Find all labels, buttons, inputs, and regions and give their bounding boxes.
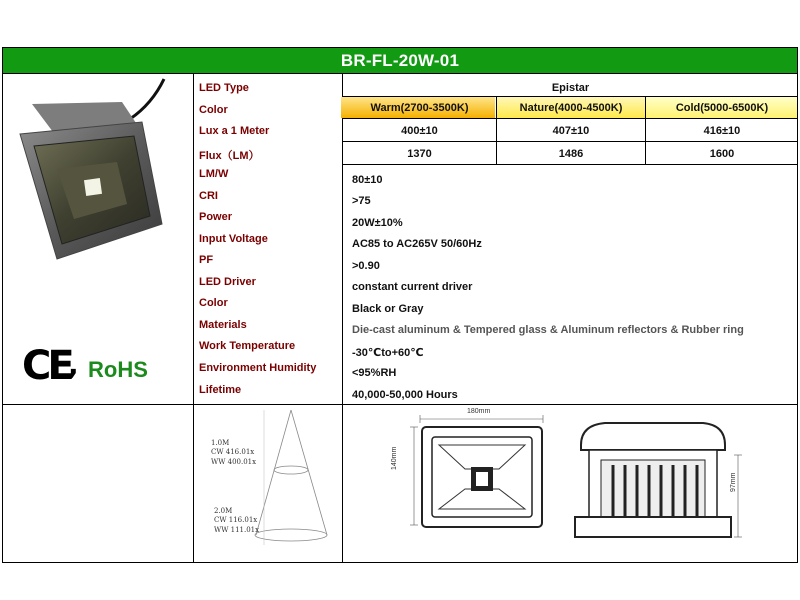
label-power: Power xyxy=(199,211,233,223)
label-flux: Flux（LM） xyxy=(199,150,260,162)
beam-distance-2: 2.0M xyxy=(214,507,233,515)
label-lux: Lux a 1 Meter xyxy=(199,125,270,137)
spec-sheet xyxy=(2,47,798,563)
dimension-drawing xyxy=(343,405,797,562)
label-cri: CRI xyxy=(199,190,218,202)
value-lifetime: 40,000-50,000 Hours xyxy=(352,389,458,401)
beam-cw-2: CW 116.01x xyxy=(214,516,258,524)
label-input-voltage: Input Voltage xyxy=(199,233,268,245)
value-input-voltage: AC85 to AC265V 50/60Hz xyxy=(352,238,482,250)
beam-ww-2: WW 111.01x xyxy=(214,526,260,534)
beam-ww-1: WW 400.01x xyxy=(211,458,257,466)
grid-line xyxy=(342,141,798,142)
label-materials: Materials xyxy=(199,319,247,331)
lux-cold: 416±10 xyxy=(703,125,741,137)
label-work-temp: Work Temperature xyxy=(199,340,296,352)
label-led-driver: LED Driver xyxy=(199,276,256,288)
beam-cw-1: CW 416.01x xyxy=(211,448,255,456)
label-lmw: LM/W xyxy=(199,168,229,180)
value-materials: Die-cast aluminum & Tempered glass & Aluminum reflectors & Rubber ring xyxy=(352,324,744,336)
dim-width: 180mm xyxy=(467,408,491,415)
lux-nature: 407±10 xyxy=(552,125,590,137)
beam-diagram xyxy=(194,405,342,562)
product-photo-cell xyxy=(2,74,193,404)
label-humidity: Environment Humidity xyxy=(199,362,317,374)
ce-separator: , xyxy=(68,348,79,381)
value-cri: >75 xyxy=(352,195,371,207)
color-temp-warm: Warm(2700-3500K) xyxy=(370,102,469,114)
color-temp-cold: Cold(5000-6500K) xyxy=(675,102,769,114)
value-led-type: Epistar xyxy=(551,82,590,94)
grid-line xyxy=(342,164,798,165)
value-led-driver: constant current driver xyxy=(352,281,473,293)
grid-line xyxy=(342,118,798,119)
flux-nature: 1486 xyxy=(558,148,584,160)
flux-cold: 1600 xyxy=(709,148,735,160)
flux-warm: 1370 xyxy=(407,148,432,160)
label-color-temp: Color xyxy=(199,104,228,116)
label-led-type: LED Type xyxy=(199,82,249,94)
lux-warm: 400±10 xyxy=(401,125,438,137)
dim-height: 140mm xyxy=(391,446,398,470)
dim-depth: 97mm xyxy=(730,472,737,492)
rohs-mark: RoHS xyxy=(88,357,148,382)
grid-line xyxy=(2,562,798,563)
value-pf: >0.90 xyxy=(352,260,380,272)
value-lmw: 80±10 xyxy=(352,174,383,186)
ce-mark: CE xyxy=(22,343,71,389)
value-humidity: <95%RH xyxy=(352,367,397,379)
label-lifetime: Lifetime xyxy=(199,384,242,396)
product-title: BR-FL-20W-01 xyxy=(2,47,798,74)
label-body-color: Color xyxy=(199,297,228,309)
value-body-color: Black or Gray xyxy=(352,303,424,315)
value-work-temp: -30℃to+60℃ xyxy=(352,347,424,359)
label-pf: PF xyxy=(199,254,214,266)
beam-distance-1: 1.0M xyxy=(211,439,230,447)
value-power: 20W±10% xyxy=(352,217,403,229)
color-temp-nature: Nature(4000-4500K) xyxy=(519,102,623,114)
